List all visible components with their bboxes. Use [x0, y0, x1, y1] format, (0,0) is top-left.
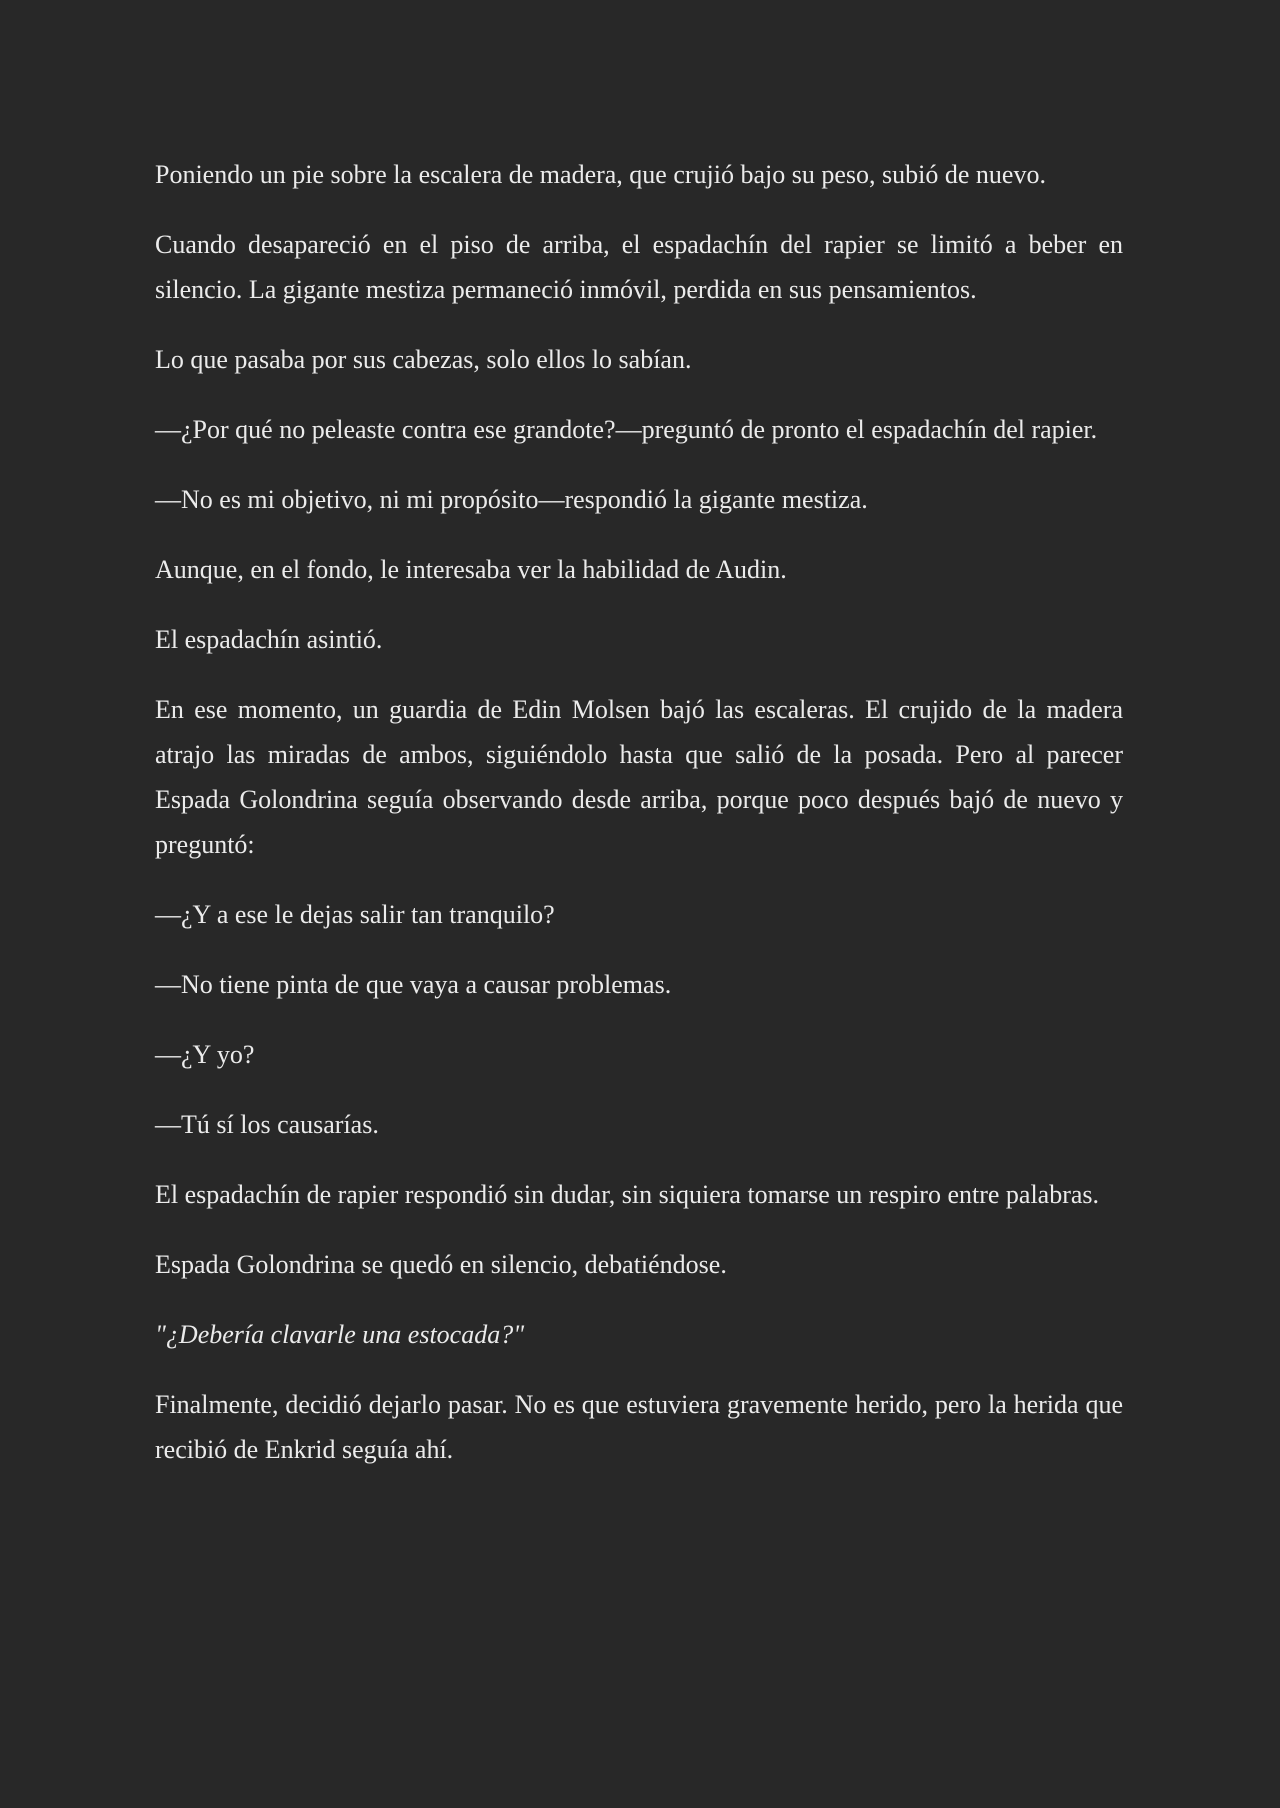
paragraph: Lo que pasaba por sus cabezas, solo ellos lo sabían.	[155, 345, 692, 374]
paragraph: El espadachín de rapier respondió sin dudar, sin siquiera tomarse un respiro entre palabras.	[155, 1180, 1100, 1209]
paragraph: En ese momento, un guardia de Edin Molsen bajó las escaleras. El crujido de la madera atrajo las miradas de ambos, siguiéndolo hasta que salió de la posada. Pero al parecer Espada Golondrina seguía observando desde arriba, porque poco después bajó de nuevo y preguntó:	[155, 695, 1123, 859]
paragraph: Finalmente, decidió dejarlo pasar. No es que estuviera gravemente herido, pero la herida que recibió de Enkrid seguía ahí.	[155, 1390, 1123, 1464]
paragraph: —No tiene pinta de que vaya a causar problemas.	[155, 970, 672, 999]
paragraph: Aunque, en el fondo, le interesaba ver la habilidad de Audin.	[155, 555, 787, 584]
reader-page	[155, 152, 1123, 1497]
paragraph: Cuando desapareció en el piso de arriba, el espadachín del rapier se limitó a beber en silencio. La gigante mestiza permaneció inmóvil, perdida en sus pensamientos.	[155, 230, 1123, 304]
paragraph: —¿Por qué no peleaste contra ese grandote?—preguntó de pronto el espadachín del rapier.	[155, 415, 1098, 444]
paragraph: —¿Y yo?	[155, 1040, 255, 1069]
paragraph: —No es mi objetivo, ni mi propósito—respondió la gigante mestiza.	[155, 485, 868, 514]
paragraph: Poniendo un pie sobre la escalera de madera, que crujió bajo su peso, subió de nuevo.	[155, 160, 1046, 189]
paragraph: Espada Golondrina se quedó en silencio, debatiéndose.	[155, 1250, 727, 1279]
paragraph: —Tú sí los causarías.	[155, 1110, 379, 1139]
paragraph: El espadachín asintió.	[155, 625, 383, 654]
thought-paragraph: "¿Debería clavarle una estocada?"	[155, 1320, 525, 1349]
paragraph: —¿Y a ese le dejas salir tan tranquilo?	[155, 900, 555, 929]
